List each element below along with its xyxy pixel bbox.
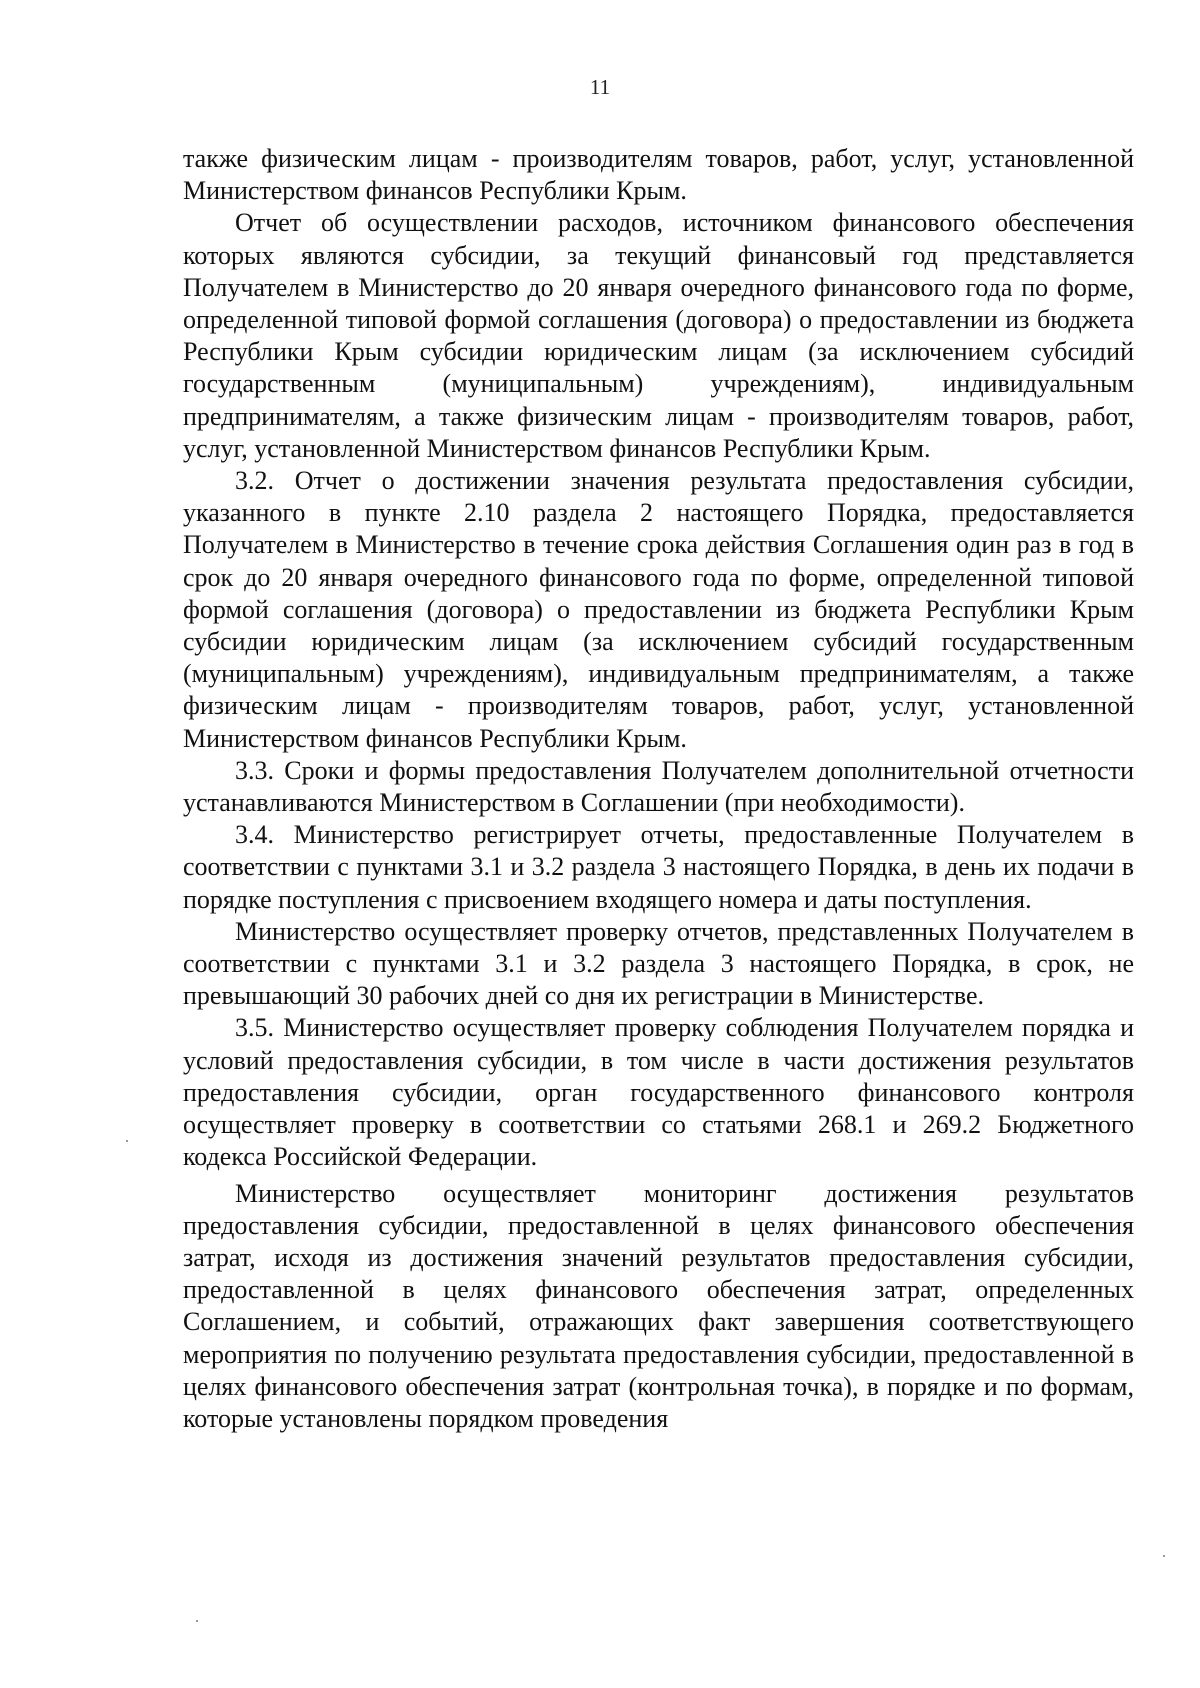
page-number: 11: [589, 75, 611, 99]
paragraph-3-5: 3.5. Министерство осуществляет проверку соблюдения Получателем порядка и условий предоставления субсидии, в том числе в части достижения результатов предоставления субсидии, орган государственного финансового контроля осуществляет проверку в соответствии со статьями 268.1 и 269.2 Бюджетного кодекса Российской Федерации.: [183, 1013, 1134, 1172]
paragraph-report-check: Министерство осуществляет проверку отчетов, представленных Получателем в соответствии с пунктами 3.1 и 3.2 раздела 3 настоящего Порядка, в срок, не превышающий 30 рабочих дней со дня их регистрации в Министерстве.: [183, 916, 1134, 1011]
paragraph-3-3: 3.3. Сроки и формы предоставления Получателем дополнительной отчетности устанавливаются Министерством в Соглашении (при необходимости).: [183, 755, 1134, 818]
paragraph-monitoring: Министерство осуществляет мониторинг достижения результатов предоставления субсидии, предоставленной в целях финансового обеспечения затрат, исходя из достижения значений результатов предоставления субсидии, предоставленной в целях финансового обеспечения затрат, определенных Соглашением, и событий, отражающих факт завершения соответствующего мероприятия по получению результата предоставления субсидии, предоставленной в целях финансового обеспечения затрат (контрольная точка), в порядке и по формам, которые установлены порядком проведения: [183, 1178, 1134, 1433]
scan-speck: [1163, 1555, 1165, 1557]
paragraph-3-4: 3.4. Министерство регистрирует отчеты, предоставленные Получателем в соответствии с пунктами 3.1 и 3.2 раздела 3 настоящего Порядка, в день их подачи в порядке поступления с присвоением входящего номера и даты поступления.: [183, 820, 1134, 914]
document-body: [183, 143, 1134, 1435]
scan-speck: [196, 1620, 198, 1622]
paragraph-continuation: также физическим лицам - производителям товаров, работ, услуг, установленной Министерством финансов Республики Крым.: [183, 144, 1134, 206]
paragraph-expense-report: Отчет об осуществлении расходов, источником финансового обеспечения которых являются субсидии, за текущий финансовый год представляется Получателем в Министерство до 20 января очередного финансового года по форме, определенной типовой формой соглашения (договора) о предоставлении из бюджета Республики Крым субсидии юридическим лицам (за исключением субсидий государственным (муниципальным) учреждениям), индивидуальным предпринимателям, а также физическим лицам - производителям товаров, работ, услуг, установленной Министерством финансов Республики Крым.: [183, 208, 1134, 463]
paragraph-3-2: 3.2. Отчет о достижении значения результата предоставления субсидии, указанного в пункте 2.10 раздела 2 настоящего Порядка, предоставляется Получателем в Министерство в течение срока действия Соглашения один раз в год в срок до 20 января очередного финансового года по форме, определенной типовой формой соглашения (договора) о предоставлении из бюджета Республики Крым субсидии юридическим лицам (за исключением субсидий государственным (муниципальным) учреждениям), индивидуальным предпринимателям, а также физическим лицам - производителям товаров, работ, услуг, установленной Министерством финансов Республики Крым.: [183, 466, 1134, 753]
scan-speck: [126, 1140, 128, 1142]
